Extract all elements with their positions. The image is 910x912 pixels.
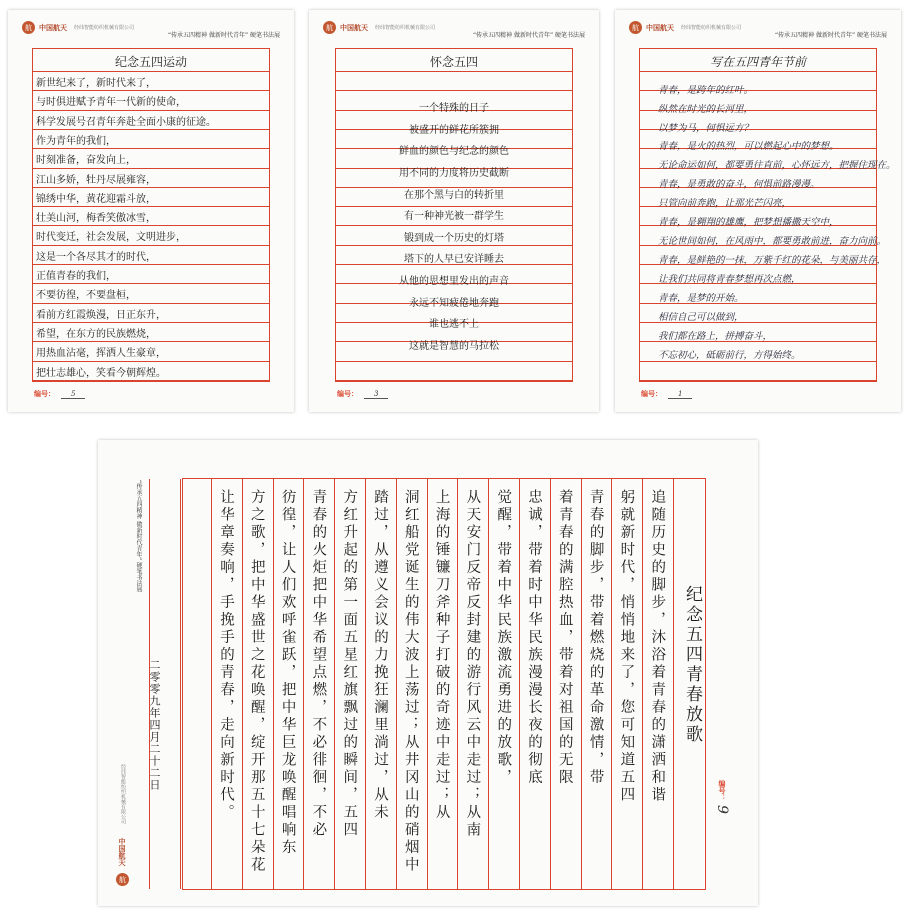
company-logo [629, 21, 741, 34]
text-column: 从天安门反帝反封建的游行风云中走过；从南 [464, 489, 481, 839]
rule-line [33, 206, 269, 207]
text-line: 把壮志雄心，笑看今朝辉煌。 [36, 367, 166, 379]
rule-line [365, 479, 366, 889]
sheet-title: 怀念五四 [429, 55, 478, 69]
text-line: 以梦为马，何惧远方？ [658, 123, 754, 134]
writing-grid [639, 48, 896, 382]
rule-line [33, 303, 269, 304]
text-column: 追随历史的脚步，沐浴着青春的潇洒和谐 [649, 489, 666, 804]
rule-line [33, 283, 269, 284]
rule-line [33, 129, 269, 130]
rule-line [640, 361, 876, 362]
text-line: 壮美山河，梅香笑傲冰雪， [36, 213, 156, 225]
text-column: 彷徨，让人们欢呼雀跃，把中华巨龙唤醒唱响东 [279, 489, 296, 857]
rule-line [33, 380, 269, 381]
text-line: 看前方红霞焕漫，日正东升， [36, 309, 166, 321]
text-column: 洞红船党诞生的伟大波上荡过；从井冈山的硝烟中 [402, 489, 419, 874]
text-line: 青春，是跨年的红叶。 [658, 85, 754, 96]
text-line: 不忘初心，砥砺前行，方得始终。 [658, 350, 801, 361]
exhibition-slogan: “传承五四精神 做新时代青年” 硬笔书法展 [135, 480, 142, 593]
exhibition-slogan: “传承五四精神 做新时代青年” 硬笔书法展 [167, 32, 280, 39]
sheet-header [309, 10, 599, 40]
rule-line [642, 479, 643, 889]
text-line: 鲜血的颜色与纪念的颜色 [399, 146, 509, 158]
text-line: 塔下的人早已安详睡去 [404, 254, 504, 266]
rule-line [336, 90, 572, 91]
sheet-number [337, 389, 388, 399]
rule-line [640, 71, 876, 72]
text-line: 纵然在时光的长河里， [658, 104, 754, 115]
exhibition-slogan: “传承五四精神 做新时代青年” 硬笔书法展 [774, 32, 887, 39]
writing-grid [335, 48, 573, 382]
text-column: 着青春的满腔热血，带着对祖国的无限 [556, 489, 573, 787]
rule-line [33, 168, 269, 169]
rule-line [33, 90, 269, 91]
rule-line [336, 71, 572, 72]
text-line: 时代变迁，社会发展，文明进步， [36, 232, 186, 244]
exhibition-slogan: “传承五四精神 做新时代青年” 硬笔书法展 [472, 32, 585, 39]
text-line: 希望，在东方的民族燃烧， [36, 328, 156, 340]
number-value: 9 [714, 805, 730, 814]
text-column: 方红升起的第一面五星红旗飘过的瞬间，五四 [341, 489, 358, 839]
text-column: 踏过，从遵义会议的力挽狂澜里淌过，从未 [372, 489, 388, 822]
rule-line [33, 361, 269, 362]
brand-name: 中国航天 [118, 838, 126, 866]
text-line: 锻到成一个历史的灯塔 [404, 232, 504, 244]
rule-line [427, 479, 428, 889]
casc-logo-icon: 航 [629, 21, 642, 34]
text-column: 方之歌，把中华盛世之花唤醒，绽开那五十七朵花 [248, 489, 265, 874]
calligraphy-sheet-1 [8, 10, 294, 412]
rule-line [334, 479, 335, 889]
rule-line [396, 479, 397, 889]
casc-logo-icon: 航 [22, 21, 35, 34]
text-line: 青春，是鲜艳的一抹，万紫千红的花朵，与美丽共存， [658, 255, 887, 266]
company-logo [323, 21, 435, 34]
rule-line [273, 479, 274, 889]
number-value: 1 [668, 390, 692, 399]
sheet-date: 二零零九年四月二十二日 [148, 659, 161, 791]
rule-line [640, 380, 876, 381]
rule-line [242, 479, 243, 889]
text-line: 青春，是翱翔的雄鹰，把梦想播撒天空中， [658, 218, 839, 229]
rule-line [33, 225, 269, 226]
rule-line [211, 479, 212, 889]
writing-grid [148, 478, 706, 890]
brand-name: 中国航天 [340, 23, 368, 32]
rule-line [33, 264, 269, 265]
brand-name: 中国航天 [39, 23, 67, 32]
rule-line [336, 380, 572, 381]
rule-line [550, 479, 551, 889]
company-name: 经纬智能纺织机械有限公司 [681, 25, 742, 31]
casc-logo-icon: 航 [116, 873, 129, 886]
text-line: 作为青年的我们， [36, 135, 116, 147]
text-column: 躬就新时代，悄悄地来了，您可知道五四 [618, 489, 635, 804]
text-line: 谁也逃不上 [429, 319, 479, 331]
sheet-number [641, 389, 692, 399]
calligraphy-sheet-4 [98, 440, 758, 906]
rule-line [673, 479, 674, 889]
rule-line [33, 187, 269, 188]
company-name: 经纬智能纺织机械有限公司 [74, 25, 135, 31]
rule-line [488, 479, 489, 889]
rule-line [33, 110, 269, 111]
text-line: 科学发展号召青年奔赴全面小康的征途。 [36, 116, 216, 128]
rule-line [33, 148, 269, 149]
text-line: 这是一个各尽其才的时代， [36, 251, 156, 263]
rule-line [519, 479, 520, 889]
text-line: 相信自己可以做到， [658, 312, 744, 323]
rule-line [611, 479, 612, 889]
text-line: 江山多娇，牡丹尽展雍容， [36, 174, 156, 186]
text-line: 无论世间如何，在风雨中，都要勇敢前进，奋力向前。 [658, 237, 887, 248]
number-label: 编号： [641, 390, 662, 398]
text-line: 让我们共同将青春梦想再次点燃， [658, 274, 801, 285]
rule-line [33, 245, 269, 246]
text-column: 青春的脚步，带着燃烧的革命激情，带 [587, 489, 604, 787]
sheet-header [615, 10, 901, 40]
text-line: 青春，是火的热烈，可以燃起心中的梦想。 [658, 142, 839, 153]
text-line: 不要彷徨，不要盘桓， [36, 290, 136, 302]
company-name: 经纬智能纺织机械有限公司 [120, 764, 126, 824]
text-column: 觉醒，带着中华民族激流勇进的放歌， [495, 489, 512, 787]
number-label: 编号： [718, 780, 726, 801]
calligraphy-sheet-3 [615, 10, 901, 412]
rule-line [303, 479, 304, 889]
sheet-header [8, 10, 294, 40]
text-line: 用热血沾毫，挥洒人生豪章， [36, 348, 166, 360]
text-line: 一个特殊的日子 [419, 103, 489, 115]
text-line: 青春，是梦的开始。 [658, 293, 744, 304]
text-line: 无论命运如何，都要勇往直前，心怀远方，把握住现在。 [658, 161, 896, 172]
text-column: 青春的火炬把中华希望点燃，不必徘徊，不必 [310, 489, 327, 839]
rule-line [457, 479, 458, 889]
rule-line [336, 245, 572, 246]
text-line: 青春，是勇敢的奋斗，何惧前路漫漫。 [658, 180, 820, 191]
rule-line [33, 71, 269, 72]
writing-grid [32, 48, 270, 382]
text-line: 有一种神光被一群学生 [404, 211, 504, 223]
number-value: 5 [61, 390, 85, 399]
text-line: 永远不知疲倦地奔跑 [409, 297, 499, 309]
rule-line [33, 322, 269, 323]
rule-line [581, 479, 582, 889]
text-line: 新世纪来了，新时代来了， [36, 78, 156, 89]
text-column: 忠诚，带着时中华民族漫漫长夜的彻底 [526, 489, 542, 787]
text-line: 在那个黑与白的转折里 [404, 189, 504, 201]
text-column: 让华章奏响，手挽手的青春，走向新时代。 [218, 489, 234, 822]
number-label: 编号： [337, 390, 358, 398]
text-line: 时刻准备，奋发向上， [36, 155, 136, 167]
sheet-number [714, 780, 730, 818]
text-line: 这就是智慧的马拉松 [409, 340, 499, 352]
company-name: 经纬智能纺织机械有限公司 [375, 25, 436, 31]
company-logo [22, 21, 134, 34]
rule-line [180, 479, 181, 889]
calligraphy-sheet-2 [309, 10, 599, 412]
text-line: 只管向前奔跑，让那光芒闪亮， [658, 199, 792, 210]
rule-line [336, 361, 572, 362]
sheet-number [34, 389, 85, 399]
text-line: 用不同的力度将历史截断 [399, 167, 509, 179]
casc-logo-icon: 航 [323, 21, 336, 34]
number-value: 3 [364, 390, 388, 399]
sheet-title: 纪念五四青春放歌 [682, 585, 702, 745]
text-line: 被盛开的鲜花所簇拥 [409, 124, 499, 136]
rule-line [336, 225, 572, 226]
number-label: 编号： [34, 390, 55, 398]
text-line: 我们都在路上，拼搏奋斗， [658, 331, 773, 342]
sheet-title: 纪念五四运动 [114, 55, 187, 69]
text-line: 从他的思想里发出的声音 [399, 276, 509, 288]
rule-line [33, 341, 269, 342]
text-column: 上海的锤镰刀斧种子打破的奇迹中走过；从 [433, 489, 450, 822]
text-line: 锦绣中华，黄花迎霜斗放， [36, 193, 156, 205]
sheet-title: 写在五四青年节前 [709, 55, 806, 69]
text-line: 正值青春的我们， [36, 271, 116, 282]
brand-name: 中国航天 [646, 23, 674, 32]
text-line: 与时俱进赋予青年一代新的使命， [36, 97, 186, 109]
